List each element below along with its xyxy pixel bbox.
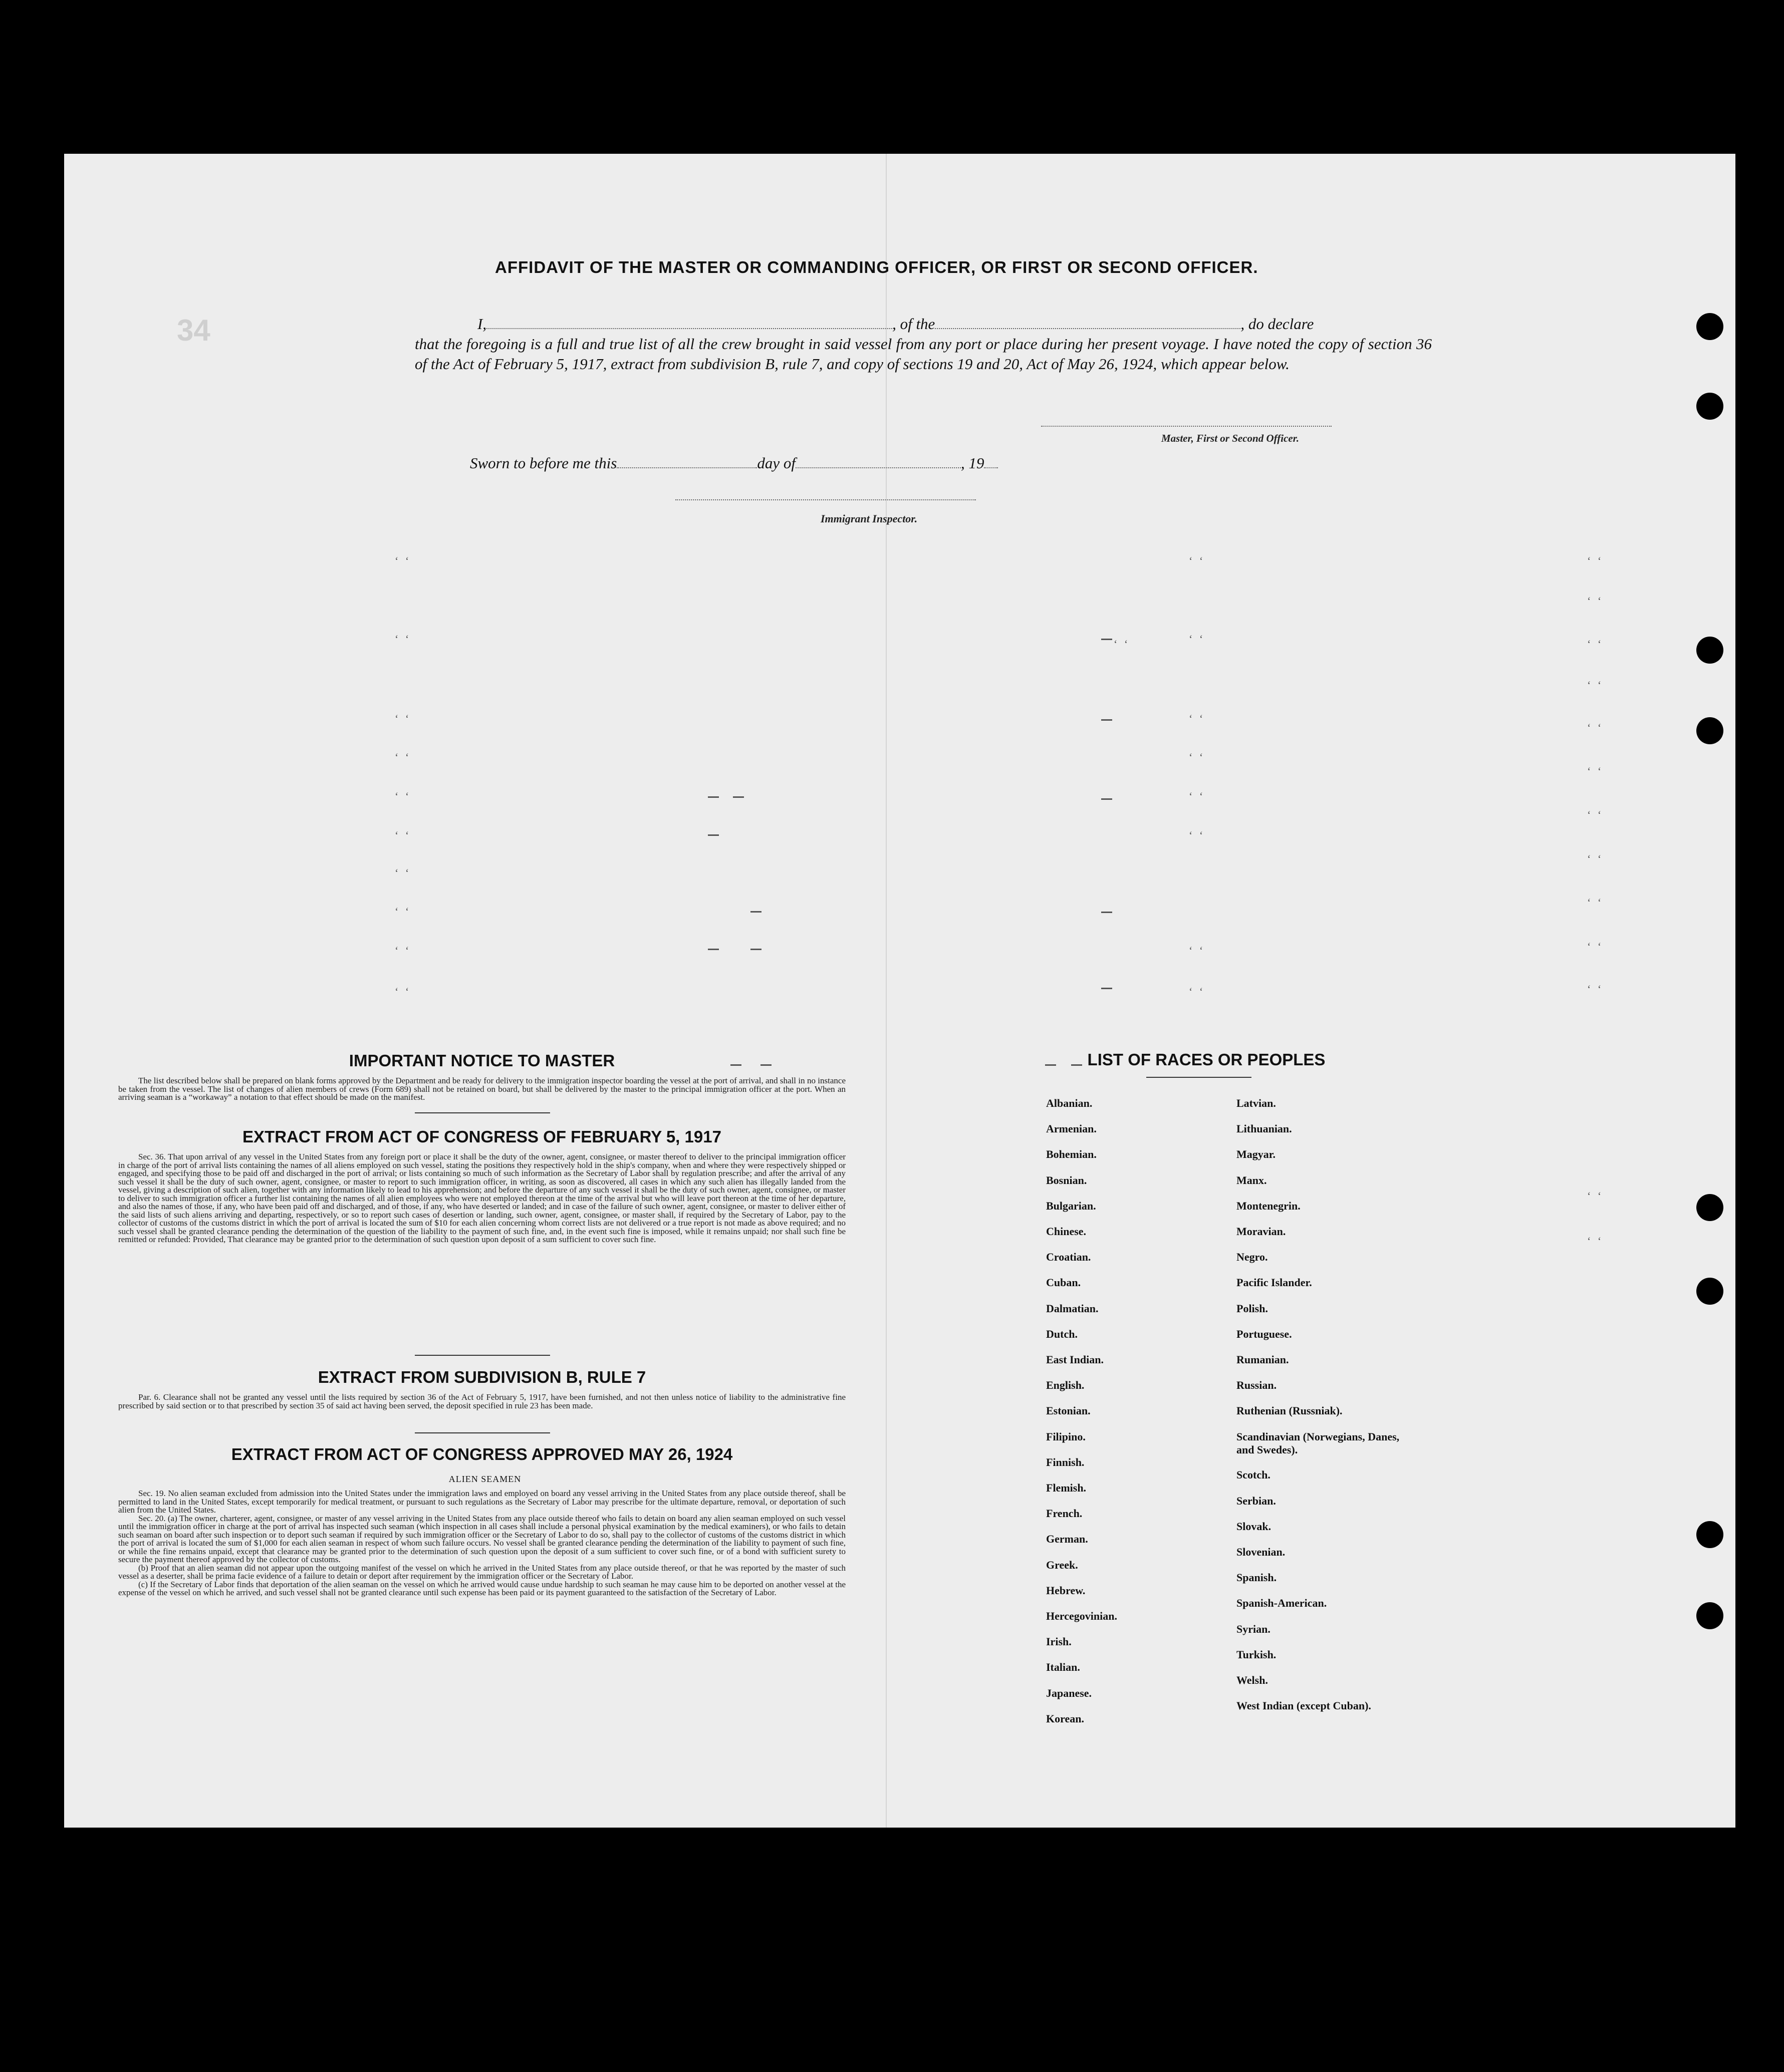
inspector-label: Immigrant Inspector. [821, 512, 918, 525]
dash-mark [708, 834, 719, 836]
officer-name-field[interactable] [486, 316, 892, 329]
race-item: Rumanian. [1236, 1353, 1289, 1366]
ditto-mark: ‘ ‘ [395, 712, 411, 725]
extract-1917-title: EXTRACT FROM ACT OF CONGRESS OF FEBRUARY 5, 1917 [242, 1127, 721, 1146]
ditto-mark: ‘ ‘ [1114, 638, 1130, 650]
ditto-mark: ‘ ‘ [395, 866, 411, 879]
dash-mark [733, 796, 744, 798]
race-item: Polish. [1236, 1302, 1268, 1315]
ditto-mark: ‘ ‘ [395, 633, 411, 645]
ditto-mark: ‘ ‘ [395, 944, 411, 957]
dash-mark [708, 796, 719, 798]
extract-rule7-text [118, 1393, 846, 1410]
extract-1924-paragraph: Sec. 19. No alien seaman excluded from admission into the United States under the immigration laws and employed on board any vessel arriving in the United States from any place outside thereof, shall be permitted to land in the United States, except temporarily for medical treatment, or pursuant to such regulations as the Secretary of Labor may prescribe for the ultimate departure, removal, or deportation of such alien from the United States. [118, 1489, 846, 1515]
ditto-mark: ‘ ‘ [1587, 808, 1604, 821]
ditto-mark: ‘ ‘ [1189, 633, 1205, 645]
ditto-mark: ‘ ‘ [1587, 721, 1604, 734]
binder-hole [1696, 1602, 1723, 1629]
race-item: Pacific Islander. [1236, 1276, 1312, 1289]
dash-mark [708, 949, 719, 950]
race-item: Hercegovinian. [1046, 1610, 1117, 1622]
race-item: Bosnian. [1046, 1173, 1087, 1187]
race-item: Irish. [1046, 1635, 1072, 1648]
affidavit-of-the: , of the [892, 315, 935, 333]
races-title: LIST OF RACES OR PEOPLES [1087, 1050, 1326, 1069]
sworn-line [470, 454, 998, 472]
page-number: 34 [177, 314, 210, 347]
extract-rule7-title: EXTRACT FROM SUBDIVISION B, RULE 7 [318, 1368, 646, 1386]
dash-mark [1101, 798, 1112, 800]
race-item: Syrian. [1236, 1622, 1270, 1635]
extract-1924-text [118, 1490, 846, 1597]
race-item: Magyar. [1236, 1148, 1276, 1161]
binder-hole [1696, 313, 1723, 340]
race-item: Russian. [1236, 1379, 1277, 1392]
race-item: Japanese. [1046, 1686, 1092, 1699]
ditto-mark: ‘ ‘ [1189, 790, 1205, 802]
dash-mark [1101, 639, 1112, 640]
dash-mark [1101, 719, 1112, 721]
race-item: Armenian. [1046, 1122, 1097, 1135]
binder-hole [1696, 1521, 1723, 1548]
ditto-mark: ‘ ‘ [1587, 554, 1604, 567]
rule [415, 1432, 550, 1433]
race-item: Spanish-American. [1236, 1597, 1327, 1610]
ditto-mark: ‘ ‘ [1587, 1190, 1604, 1202]
ditto-mark: ‘ ‘ [1189, 944, 1205, 957]
binder-hole [1696, 637, 1723, 664]
dash-mark [1101, 988, 1112, 989]
race-item: Dalmatian. [1046, 1302, 1099, 1315]
binder-hole [1696, 1278, 1723, 1305]
extract-1924-paragraph: Sec. 20. (a) The owner, charterer, agent, consignee, or master of any vessel arriving in the United States from any place outside thereof who fails to detain on board any alien seaman employed on such vessel until the immigration officer in charge at the port of arrival has inspected such seaman (which inspection in all cases shall include a personal physical examination by the medical examiners), or who fails to detain such seaman on board after such inspection or to deport such seaman if required by such immigration officer or the Secretary of Labor to do so, shall pay to the collector of customs of the customs district in which the port of arrival is located the sum of $1,000 for each alien seaman in respect of whom such failure occurs. No vessel shall be granted clearance pending the determination of the liability to payment of such fine, or while the fine remains unpaid, except that clearance may be granted prior to the determination of such question upon the deposit of a sum sufficient to cover such fine, or of a bond with sufficient surety to secure the payment thereof approved by the collector of customs. [118, 1513, 846, 1564]
ditto-mark: ‘ ‘ [1189, 751, 1205, 763]
ditto-mark: ‘ ‘ [1587, 679, 1604, 691]
ditto-mark: ‘ ‘ [1587, 595, 1604, 607]
race-item: Italian. [1046, 1661, 1080, 1674]
race-item: French. [1046, 1507, 1083, 1520]
race-item: Slovenian. [1236, 1546, 1286, 1558]
rule [1146, 1077, 1251, 1078]
race-item: English. [1046, 1379, 1085, 1392]
ditto-mark: ‘ ‘ [1587, 983, 1604, 995]
race-item: West Indian (except Cuban). [1236, 1699, 1371, 1712]
sworn-year: , 19 [960, 454, 984, 472]
extract-rule7-paragraph: Par. 6. Clearance shall not be granted any vessel until the lists required by section 36 of the Act of February 5, 1917, have been furnished, and not then unless notice of liability to the administrative fine prescribed by said section or to that prescribed by section 35 of said act having been served, the deposit specified in rule 23 has been made. [118, 1392, 846, 1410]
affidavit-declare: , do declare [1240, 315, 1314, 333]
sworn-day-of: day of [757, 454, 796, 472]
ditto-mark: ‘ ‘ [1587, 638, 1604, 650]
race-item: Korean. [1046, 1712, 1084, 1725]
fold-line [886, 154, 887, 1828]
extract-1924-paragraph: (c) If the Secretary of Labor finds that deportation of the alien seaman on the vessel on which he arrived would cause undue hardship to such seaman he may cause him to be deported on another vessel at the expense of the vessel on which he arrived, and such vessel shall not be granted clearance until such expense has been paid or its payment guaranteed to the satisfaction of the Secretary of Labor. [118, 1579, 846, 1597]
binder-hole [1696, 393, 1723, 420]
race-item: Moravian. [1236, 1225, 1286, 1238]
race-item: Flemish. [1046, 1482, 1087, 1494]
sworn-prefix: Sworn to before me this [470, 454, 617, 472]
race-item: Chinese. [1046, 1225, 1087, 1238]
extract-1924-paragraph: (b) Proof that an alien seaman did not appear upon the outgoing manifest of the vessel on which he arrived in the United States from any place outside thereof, or that he was reported by the master of such vessel as a deserter, shall be prima facie evidence of a failure to detain or deport after requirement by the immigration officer or the Secretary of Labor. [118, 1563, 846, 1581]
race-item: Filipino. [1046, 1430, 1086, 1443]
alien-seamen-subtitle: ALIEN SEAMEN [448, 1474, 522, 1484]
ditto-mark: ‘ ‘ [1587, 765, 1604, 777]
vessel-name-field[interactable] [935, 316, 1240, 329]
race-item: Croatian. [1046, 1251, 1091, 1264]
dash-mark [750, 911, 761, 913]
extract-1924-title: EXTRACT FROM ACT OF CONGRESS APPROVED MAY 26, 1924 [231, 1445, 733, 1463]
race-item: Greek. [1046, 1558, 1078, 1571]
race-item: German. [1046, 1533, 1088, 1546]
race-item: Scandinavian (Norwegians, Danes, and Swedes). [1236, 1430, 1400, 1456]
inspector-signature-field[interactable] [675, 499, 976, 500]
binder-hole [1696, 1194, 1723, 1221]
manifest-page [64, 154, 1735, 1828]
sworn-day-field[interactable] [617, 455, 757, 468]
ditto-mark: ‘ ‘ [1587, 940, 1604, 953]
sworn-month-field[interactable] [796, 455, 961, 468]
race-item: Manx. [1236, 1173, 1267, 1187]
notice-title: IMPORTANT NOTICE TO MASTER [349, 1051, 615, 1070]
dash-mark [1071, 1064, 1082, 1066]
ditto-mark: ‘ ‘ [1587, 1235, 1604, 1247]
race-item: Welsh. [1236, 1674, 1268, 1686]
ditto-mark: ‘ ‘ [1189, 712, 1205, 725]
race-item: Lithuanian. [1236, 1122, 1292, 1135]
master-signature-field[interactable] [1041, 426, 1332, 427]
dash-mark [750, 949, 761, 950]
race-item: East Indian. [1046, 1353, 1104, 1366]
ditto-mark: ‘ ‘ [395, 790, 411, 802]
affidavit-i: I, [477, 315, 487, 333]
master-label: Master, First or Second Officer. [1161, 432, 1299, 444]
race-item: Latvian. [1236, 1097, 1276, 1109]
dash-mark [1045, 1064, 1056, 1066]
extract-1917-paragraph: Sec. 36. That upon arrival of any vessel in the United States from any foreign port or place it shall be the duty of the owner, agent, consignee, or master thereof to deliver to the principal immigration officer in charge of the port of arrival lists containing the names of all aliens employed on such vessel, stating the positions they respectively hold in the ship's company, when and where they were respectively shipped or engaged, and specifying those to be paid off and discharged in the port of arrival; or lists containing so much of such information as the Secretary of Labor shall by regulation prescribe; and after the arrival of any such vessel it shall be the duty of such owner, agent, consignee, or master to report to such immigration officer, in writing, as soon as discovered, all cases in which any such alien has illegally landed from the vessel, giving a description of such alien, together with any information likely to lead to his apprehension; and before the departure of any such vessel it shall be the duty of such owner, agent, consignee, or master to deliver to such immigration officer a further list containing the names of all alien employees who were not employed thereon at the time of the arrival but who will leave port thereon at the time of her departure, and also the names of those, if any, who have been paid off and discharged, and of those, if any, who have deserted or landed; and in case of the failure of such owner, agent, consignee, or master to deliver either of the said lists of such aliens arriving and departing, respectively, or so to report such cases of desertion or landing, such owner, agent, consignee, or master shall, if required by the Secretary of Labor, pay to the collector of customs of the customs district in which the port of arrival is located the sum of $10 for each alien concerning whom correct lists are not delivered or a true report is not made as above required; and no such vessel shall be granted clearance pending the determination of the question of the liability to the payment of such fine, and, in the event such fine is imposed, while it remains unpaid; nor shall such fine be remitted or refunded: Provided, That clearance may be granted prior to the determination of such question upon deposit of a sum sufficient to cover such fine. [118, 1152, 846, 1244]
ditto-mark: ‘ ‘ [395, 905, 411, 918]
race-item: Serbian. [1236, 1494, 1276, 1507]
affidavit-title: AFFIDAVIT OF THE MASTER OR COMMANDING OFFICER, OR FIRST OR SECOND OFFICER. [495, 258, 1258, 276]
affidavit-statement: that the foregoing is a full and true list of all the crew brought in said vessel from any port or place during her present voyage. I have noted the copy of section 36 of the Act of February 5, 1917, extract from subdivision B, rule 7, and copy of sections 19 and 20, Act of May 26, 1924, which appear below. [415, 335, 1432, 373]
race-item: Negro. [1236, 1251, 1268, 1264]
race-item: Bulgarian. [1046, 1199, 1096, 1212]
race-item: Spanish. [1236, 1571, 1277, 1584]
affidavit-body [415, 314, 1432, 374]
ditto-mark: ‘ ‘ [1587, 896, 1604, 909]
ditto-mark: ‘ ‘ [395, 985, 411, 998]
race-item: Albanian. [1046, 1097, 1093, 1109]
notice-paragraph: The list described below shall be prepared on blank forms approved by the Department and be ready for delivery to the immigration inspector boarding the vessel at the port of arrival, and shall in no instance be taken from the vessel. The list of changes of alien members of crews (Form 689) shall not be retained on board, but shall be delivered by the master to the principal immigration officer at the port. When an arriving seaman is a “workaway” a notation to that effect should be made on the manifest. [118, 1076, 846, 1102]
race-item: Scotch. [1236, 1468, 1270, 1482]
ditto-mark: ‘ ‘ [395, 554, 411, 567]
rule [415, 1355, 550, 1356]
race-item: Dutch. [1046, 1327, 1078, 1340]
race-item: Bohemian. [1046, 1148, 1097, 1161]
rule [415, 1112, 550, 1113]
dash-mark [1101, 912, 1112, 913]
race-item: Turkish. [1236, 1648, 1277, 1661]
ditto-mark: ‘ ‘ [1189, 829, 1205, 841]
extract-1917-text [118, 1153, 846, 1244]
race-item: Portuguese. [1236, 1327, 1292, 1340]
notice-text [118, 1077, 846, 1102]
race-item: Hebrew. [1046, 1584, 1086, 1597]
ditto-mark: ‘ ‘ [1189, 554, 1205, 567]
ditto-mark: ‘ ‘ [1189, 985, 1205, 998]
race-item: Cuban. [1046, 1276, 1081, 1289]
race-item: Montenegrin. [1236, 1199, 1301, 1212]
ditto-mark: ‘ ‘ [395, 829, 411, 841]
race-item: Estonian. [1046, 1404, 1091, 1417]
sworn-year-field[interactable] [984, 455, 998, 468]
binder-hole [1696, 717, 1723, 744]
race-item: Slovak. [1236, 1520, 1271, 1533]
race-item: Ruthenian (Russniak). [1236, 1404, 1343, 1417]
race-item: Finnish. [1046, 1455, 1085, 1468]
ditto-mark: ‘ ‘ [395, 751, 411, 763]
ditto-mark: ‘ ‘ [1587, 852, 1604, 865]
